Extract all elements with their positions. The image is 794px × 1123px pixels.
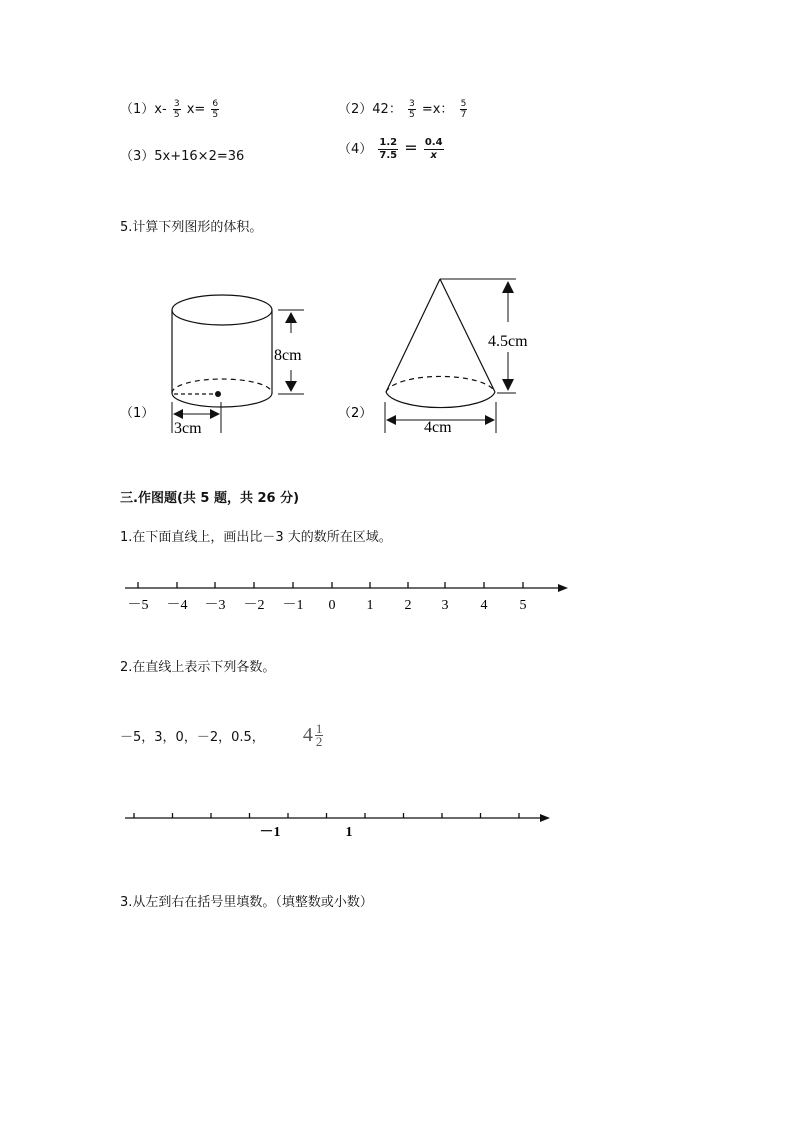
fraction: $\frac{5}{7}$ xyxy=(460,99,467,120)
tick-label: 5 xyxy=(519,598,527,613)
equation-2-part-a: 42： xyxy=(372,102,402,117)
tick-label: －1 xyxy=(282,598,304,613)
equals-sign: = xyxy=(404,138,418,157)
tick-label: －3 xyxy=(204,598,226,613)
arrow-down-icon xyxy=(285,381,297,392)
equation-2-label: （2） xyxy=(338,102,373,117)
question-2-text: 2.在直线上表示下列各数。 xyxy=(120,660,276,675)
figure-2-label: （2） xyxy=(338,406,373,421)
arrow-right-icon xyxy=(558,584,568,592)
arrow-left-icon xyxy=(173,409,183,419)
mixed-number: 4 $\frac{1}{2}$ xyxy=(302,721,323,749)
tick-label: 0 xyxy=(328,598,336,613)
arrow-right-icon xyxy=(540,814,550,822)
fraction: $\frac{3}{5}$ xyxy=(408,99,415,120)
tick-label: 1 xyxy=(366,598,374,613)
tick-label: 3 xyxy=(441,598,449,613)
tick-label: 1 xyxy=(345,825,353,840)
section-3-title: 三.作图题(共 5 题，共 26 分) xyxy=(120,491,300,506)
volume-figures xyxy=(0,0,794,460)
cylinder-center-dot xyxy=(215,391,221,397)
equation-1-label: （1） xyxy=(120,102,155,117)
number-list-values: －5，3，0，－2，0.5， xyxy=(120,730,265,745)
cone-diameter-label: 4cm xyxy=(424,419,452,436)
cylinder-figure xyxy=(172,295,272,407)
tick-label: 4 xyxy=(480,598,488,613)
cylinder-radius-label: 3cm xyxy=(174,420,202,437)
question-3-text: 3.从左到右在括号里填数。（填整数或小数） xyxy=(120,895,373,910)
tick-group xyxy=(128,582,527,613)
number-line-1 xyxy=(0,570,794,620)
equation-4-label: （4） xyxy=(338,142,373,157)
equation-1-part-a: x- xyxy=(154,102,167,117)
number-list xyxy=(120,723,325,748)
cylinder-height-label: 8cm xyxy=(274,347,302,364)
tick-label: 2 xyxy=(404,598,412,613)
arrow-left-icon xyxy=(386,415,396,425)
question-1-text: 1.在下面直线上，画出比－3 大的数所在区域。 xyxy=(120,530,392,545)
tick-label: －2 xyxy=(243,598,265,613)
arrow-right-icon xyxy=(210,409,220,419)
tick-label: －4 xyxy=(166,598,188,613)
tick-label: －5 xyxy=(127,598,149,613)
arrow-up-icon xyxy=(502,281,514,293)
tick-group xyxy=(134,813,519,818)
fraction: $\frac{0.4}{x}$ xyxy=(424,137,443,161)
cone-figure xyxy=(386,279,495,408)
arrow-right-icon xyxy=(485,415,495,425)
equation-3-text: 5x+16×2=36 xyxy=(154,149,245,164)
question-5-title: 5.计算下列图形的体积。 xyxy=(120,220,263,235)
arrow-down-icon xyxy=(502,379,514,391)
equation-3-label: （3） xyxy=(120,149,155,164)
tick-label: －1 xyxy=(259,825,281,840)
arrow-up-icon xyxy=(285,312,297,323)
equation-2-part-b: =x： xyxy=(421,102,454,117)
fraction: $\frac{3}{5}$ xyxy=(173,99,180,120)
equation-1-part-b: x= xyxy=(186,102,206,117)
cone-height-label: 4.5cm xyxy=(488,333,528,350)
figure-1-label: （1） xyxy=(120,406,155,421)
fraction: $\frac{6}{5}$ xyxy=(212,99,219,120)
number-line-2 xyxy=(0,800,794,845)
fraction: $\frac{1.2}{7.5}$ xyxy=(379,137,398,161)
